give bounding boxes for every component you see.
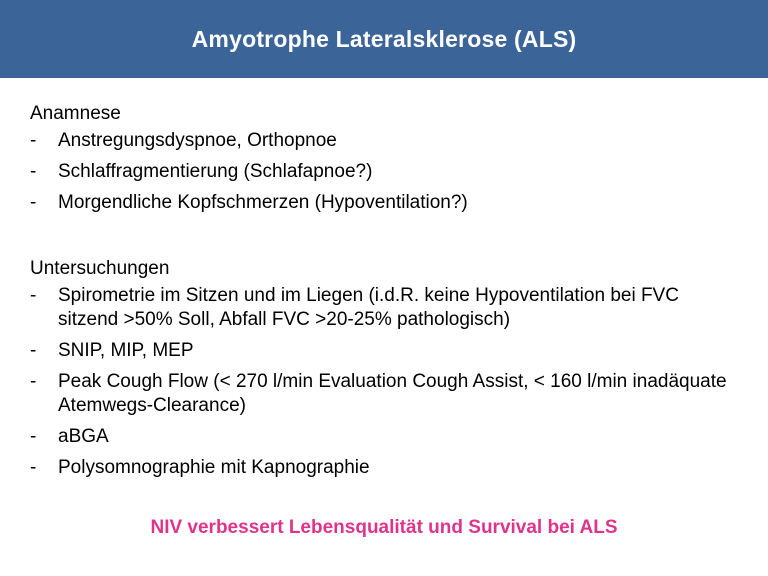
dash-bullet: - <box>30 192 37 213</box>
list-item <box>30 129 740 153</box>
list-item-text: Schlaffragmentierung (Schlafapnoe?) <box>58 161 373 182</box>
section-heading-anamnese: Anamnese <box>30 103 121 124</box>
section-heading-untersuchungen: Untersuchungen <box>30 258 170 279</box>
list-item-text: Polysomnographie mit Kapnographie <box>58 457 370 478</box>
slide-header <box>0 0 768 78</box>
dash-bullet: - <box>30 426 37 447</box>
list-item <box>30 370 740 418</box>
dash-bullet: - <box>30 340 37 361</box>
list-item-text: Anstregungsdyspnoe, Orthopnoe <box>58 130 337 151</box>
list-item <box>30 284 740 332</box>
untersuchungen-list <box>30 284 740 480</box>
list-item <box>30 339 740 363</box>
list-item-text: Peak Cough Flow (< 270 l/min Evaluation Cough Assist, < 160 l/min inadäquate Atemwegs-Clearance) <box>58 371 727 416</box>
list-item-text: Morgendliche Kopfschmerzen (Hypoventilation?) <box>58 192 468 213</box>
dash-bullet: - <box>30 285 37 306</box>
list-item <box>30 456 740 480</box>
list-item-text: SNIP, MIP, MEP <box>58 340 194 361</box>
anamnese-list <box>30 129 740 215</box>
list-item-text: aBGA <box>58 426 109 447</box>
list-item <box>30 160 740 184</box>
list-item <box>30 425 740 449</box>
list-item <box>30 191 740 215</box>
dash-bullet: - <box>30 130 37 151</box>
dash-bullet: - <box>30 161 37 182</box>
section-spacer <box>30 222 740 253</box>
list-item-text: Spirometrie im Sitzen und im Liegen (i.d.R. keine Hypoventilation bei FVC sitzend >50% Soll, Abfall FVC >20-25% pathologisch) <box>58 285 679 330</box>
dash-bullet: - <box>30 457 37 478</box>
slide-content <box>30 98 740 487</box>
dash-bullet: - <box>30 371 37 392</box>
slide-title: Amyotrophe Lateralsklerose (ALS) <box>191 25 577 52</box>
footer-note: NIV verbessert Lebensqualität und Survival bei ALS <box>150 517 618 538</box>
